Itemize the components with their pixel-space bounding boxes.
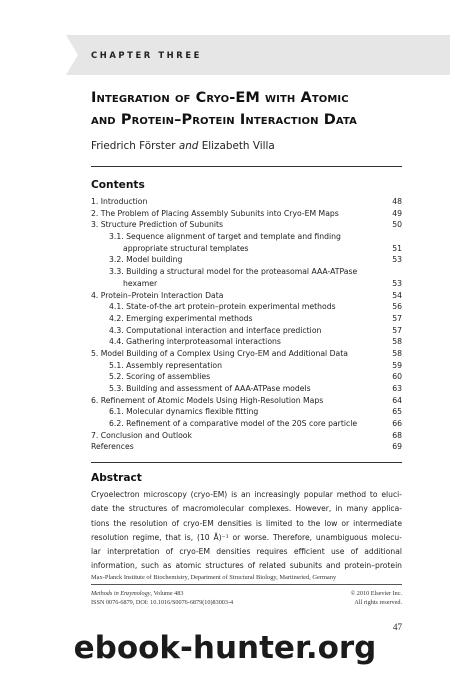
toc-entry[interactable] — [91, 418, 402, 430]
toc-entry[interactable] — [91, 371, 402, 383]
toc-entry[interactable] — [91, 231, 402, 243]
rights: All rights reserved. — [354, 599, 402, 606]
toc-entry-text: 4.1. State-of-the art protein–protein experimental methods — [109, 302, 336, 312]
toc-entry[interactable] — [91, 278, 402, 290]
toc-entry-text: References — [91, 442, 134, 452]
footer-row-series — [91, 590, 402, 599]
toc-entry-text: 4.4. Gathering interproteasomal interactions — [109, 337, 281, 347]
toc-entry-page: 56 — [392, 302, 402, 312]
toc-entry-page: 69 — [392, 442, 402, 452]
toc-entry[interactable] — [91, 336, 402, 348]
chapter-title-line-2: and Protein–Protein Interaction Data — [91, 112, 357, 128]
toc-entry-text: 6.2. Refinement of a comparative model of the 20S core particle — [109, 419, 358, 429]
affiliation: Max-Planck Institute of Biochemistry, Department of Structural Biology, Martinsried, Germany — [91, 574, 337, 581]
series-volume: , Volume 483 — [150, 590, 184, 597]
abstract-line: tions the resolution of cryo-EM densities is limited to the low or intermediate — [91, 518, 402, 528]
page-number: 47 — [393, 622, 402, 632]
toc-entry[interactable] — [91, 266, 402, 278]
toc-entry-page: 66 — [392, 419, 402, 429]
author-1: Friedrich Förster — [91, 140, 176, 152]
toc-entry-page: 49 — [392, 208, 402, 218]
toc-entry[interactable] — [91, 395, 402, 407]
toc-entry-text: hexamer — [123, 278, 158, 288]
watermark: ebook-hunter.org — [73, 630, 377, 666]
toc-entry-page: 65 — [392, 407, 402, 417]
toc-entry[interactable] — [91, 360, 402, 372]
toc-entry-page: 68 — [392, 430, 402, 440]
contents-divider — [91, 462, 402, 463]
toc-entry-page: 63 — [392, 384, 402, 393]
toc-entry[interactable] — [91, 430, 402, 442]
abstract-line: resolution regime, that is, (10 Å)⁻¹ or worse. Therefore, unambiguous molecu- — [91, 532, 402, 542]
toc-entry-text: 5. Model Building of a Complex Using Cryo-EM and Additional Data — [91, 348, 348, 358]
toc-entry-page: 50 — [392, 220, 402, 230]
toc-entry-text: 3. Structure Prediction of Subunits — [91, 220, 224, 230]
toc-entry[interactable] — [91, 219, 402, 231]
chapter-label: CHAPTER THREE — [91, 50, 202, 60]
toc-entry-text: 3.3. Building a structural model for the proteasomal AAA-ATPase — [109, 267, 358, 277]
toc-entry-page: 51 — [392, 243, 402, 253]
toc-entry-text: appropriate structural templates — [123, 243, 249, 253]
toc-entry-page: 57 — [392, 313, 402, 323]
toc-entry[interactable] — [91, 208, 402, 220]
chapter-title-line-1: Integration of Cryo-EM with Atomic — [91, 90, 349, 106]
copyright: © 2010 Elsevier Inc. — [350, 590, 402, 597]
author-2: Elizabeth Villa — [201, 140, 275, 152]
toc-entry-page: 54 — [392, 290, 402, 300]
footer-divider — [91, 584, 402, 585]
toc-entry[interactable] — [91, 290, 402, 302]
toc-entry-page: 59 — [392, 360, 402, 370]
abstract-line: lar interpretation of cryo-EM densities requires efficient use of additional — [91, 547, 402, 557]
toc-entry-text: 5.1. Assembly representation — [109, 360, 222, 370]
toc-entry-text: 7. Conclusion and Outlook — [91, 430, 192, 440]
toc-entry-page: 53 — [392, 278, 402, 288]
header-divider — [91, 166, 402, 167]
abstract-heading: Abstract — [91, 472, 142, 484]
toc-entry-text: 4.3. Computational interaction and interface prediction — [109, 325, 322, 335]
toc-entry-page: 58 — [392, 348, 402, 358]
toc-entry[interactable] — [91, 313, 402, 325]
toc-entry-text: 3.1. Sequence alignment of target and template and finding — [109, 232, 341, 242]
toc-entry-text: 1. Introduction — [91, 197, 148, 206]
toc-entry-page: 64 — [392, 395, 402, 405]
footer-row-issn — [91, 599, 402, 608]
toc-entry-text: 3.2. Model building — [109, 255, 183, 265]
toc-entry-text: 6. Refinement of Atomic Models Using High-Resolution Maps — [91, 395, 324, 405]
author-line — [91, 140, 275, 152]
toc-entry[interactable] — [91, 441, 402, 453]
toc-entry-text: 4. Protein–Protein Interaction Data — [91, 290, 224, 300]
abstract-line: information, such as atomic structures of related subunits and protein–protein — [91, 561, 402, 571]
toc-entry[interactable] — [91, 406, 402, 418]
toc-entry[interactable] — [91, 243, 402, 255]
toc-entry[interactable] — [91, 325, 402, 337]
toc-entry-text: 4.2. Emerging experimental methods — [109, 313, 253, 323]
abstract-line: date the structures of macromolecular complexes. However, in many applica- — [91, 504, 402, 514]
toc-entry-page: 60 — [392, 372, 402, 382]
toc-entry-page: 53 — [392, 255, 402, 265]
contents-heading: Contents — [91, 179, 145, 191]
toc-entry-text: 5.2. Scoring of assemblies — [109, 372, 211, 382]
toc-entry-page: 58 — [392, 337, 402, 347]
toc-entry-page: 48 — [392, 197, 402, 206]
chapter-title — [91, 87, 431, 131]
toc-entry-page: 57 — [392, 325, 402, 335]
author-conjunction: and — [178, 140, 199, 152]
toc-entry[interactable] — [91, 348, 402, 360]
toc-entry[interactable] — [91, 196, 402, 208]
toc-entry[interactable] — [91, 383, 402, 395]
toc-entry[interactable] — [91, 254, 402, 266]
abstract-line: Cryoelectron microscopy (cryo-EM) is an increasingly popular method to eluci- — [91, 490, 402, 499]
table-of-contents — [91, 196, 402, 453]
toc-entry-text: 6.1. Molecular dynamics flexible fitting — [109, 407, 259, 417]
issn-doi: ISSN 0076-6879, DOI: 10.1016/S0076-6879(10)83003-4 — [91, 599, 234, 606]
toc-entry[interactable] — [91, 301, 402, 313]
abstract-body — [91, 488, 402, 574]
series-title: Methods in Enzymology — [91, 590, 151, 597]
chapter-tab-notch — [66, 35, 78, 75]
toc-entry-text: 5.3. Building and assessment of AAA-ATPase models — [109, 384, 311, 393]
toc-entry-text: 2. The Problem of Placing Assembly Subunits into Cryo-EM Maps — [91, 208, 339, 218]
